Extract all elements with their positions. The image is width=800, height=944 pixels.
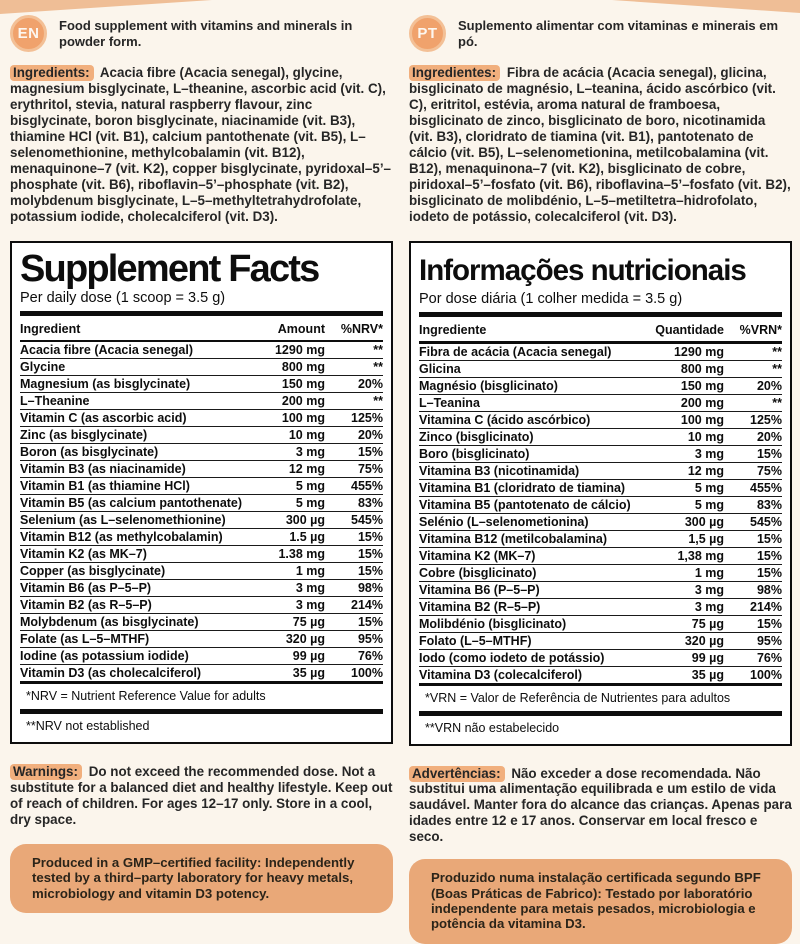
row-amount: 800 mg (281, 360, 325, 375)
row-ingredient: Zinc (as bisglycinate) (20, 428, 148, 443)
table-row (419, 530, 782, 547)
row-amount: 100 mg (281, 411, 325, 426)
row-nrv: 95% (756, 633, 782, 648)
row-amount: 320 µg (684, 633, 724, 648)
table-row (419, 615, 782, 632)
row-ingredient: Vitamina K2 (MK–7) (419, 548, 536, 563)
row-nrv: 15% (756, 616, 782, 631)
row-ingredient: Vitamin B2 (as R–5–P) (20, 598, 152, 613)
table-row (20, 375, 383, 392)
table-row (20, 647, 383, 664)
column-pt (409, 15, 792, 944)
row-ingredient: Folate (as L–5–MTHF) (20, 632, 150, 647)
row-amount: 3 mg (694, 446, 724, 461)
row-ingredient: Boron (as bisglycinate) (20, 445, 159, 460)
row-amount: 75 µg (691, 616, 724, 631)
row-amount: 800 mg (680, 361, 724, 376)
table-row (20, 342, 383, 358)
row-ingredient: Glicina (419, 361, 461, 376)
row-ingredient: L–Teanina (419, 395, 480, 410)
row-nrv: ** (373, 343, 383, 358)
column-header-nrv: %VRN* (739, 323, 782, 338)
row-amount: 5 mg (295, 496, 325, 511)
warnings-label-en: Warnings: (10, 764, 82, 780)
row-ingredient: Vitamin K2 (as MK–7) (20, 547, 147, 562)
row-amount: 10 mg (687, 429, 724, 444)
ingredients-paragraph-en (10, 65, 393, 225)
table-row (20, 460, 383, 477)
row-nrv: 15% (756, 548, 782, 563)
row-nrv: 455% (750, 480, 782, 495)
row-amount: 150 mg (281, 377, 325, 392)
row-nrv: 15% (756, 446, 782, 461)
table-row (419, 666, 782, 683)
row-amount: 300 µg (285, 513, 325, 528)
row-amount: 5 mg (295, 479, 325, 494)
row-nrv: 15% (357, 445, 383, 460)
row-amount: 1290 mg (673, 344, 724, 359)
warnings-text-en: Do not exceed the recommended dose. Not a substitute for a balanced diet and healthy lifestyle. Keep out of reach of children. For ages 12–17 only. Store in a cool, dry space. (10, 764, 393, 827)
table-row (20, 545, 383, 562)
row-nrv: 100% (351, 666, 383, 681)
row-ingredient: Fibra de acácia (Acacia senegal) (419, 344, 612, 359)
row-ingredient: Vitamin B5 (as calcium pantothenate) (20, 496, 243, 511)
supplement-facts-table-en (10, 241, 393, 745)
language-badge-pt: PT (409, 15, 446, 52)
row-nrv: 20% (357, 377, 383, 392)
nrv-not-established-en: **NRV not established (26, 719, 150, 734)
row-ingredient: Vitamin D3 (as cholecalciferol) (20, 666, 202, 681)
warnings-paragraph-pt (409, 766, 792, 846)
row-amount: 1.38 mg (278, 547, 325, 562)
row-ingredient: Vitamin C (as ascorbic acid) (20, 411, 187, 426)
supplement-facts-table-pt (409, 241, 792, 746)
facts-subtitle-en: Per daily dose (1 scoop = 3.5 g) (20, 289, 226, 306)
row-amount: 99 µg (691, 650, 724, 665)
gmp-box-pt: Produzido numa instalação certificada segundo BPF (Boas Práticas de Fabrico): Testado por laboratório independente para metais pesados, microbiologia e potência da vitamina D3. (409, 859, 792, 943)
ingredients-paragraph-pt (409, 65, 792, 225)
row-ingredient: Molybdenum (as bisglycinate) (20, 615, 199, 630)
row-ingredient: Magnesium (as bisglycinate) (20, 377, 191, 392)
table-row (419, 581, 782, 598)
facts-rows-en (20, 342, 383, 681)
row-nrv: 20% (357, 428, 383, 443)
facts-header-row-en (20, 316, 383, 340)
table-row (419, 377, 782, 394)
row-amount: 1,5 µg (688, 531, 724, 546)
row-ingredient: L–Theanine (20, 394, 90, 409)
warnings-label-pt: Advertências: (409, 766, 505, 782)
row-nrv: 83% (357, 496, 383, 511)
table-row (419, 344, 782, 360)
row-amount: 10 mg (288, 428, 325, 443)
row-amount: 100 mg (680, 412, 724, 427)
table-row (419, 462, 782, 479)
row-nrv: 15% (357, 615, 383, 630)
table-row (20, 630, 383, 647)
ingredients-label-pt: Ingredientes: (409, 65, 500, 81)
row-nrv: 75% (756, 463, 782, 478)
table-row (419, 428, 782, 445)
row-ingredient: Molibdénio (bisglicinato) (419, 616, 567, 631)
row-amount: 1 mg (694, 565, 724, 580)
row-ingredient: Zinco (bisglicinato) (419, 429, 534, 444)
row-nrv: 20% (756, 378, 782, 393)
row-nrv: 125% (351, 411, 383, 426)
row-amount: 12 mg (687, 463, 724, 478)
product-description-pt: Suplemento alimentar com vitaminas e minerais em pó. (458, 17, 779, 49)
row-ingredient: Glycine (20, 360, 66, 375)
nrv-footnote-en: *NRV = Nutrient Reference Value for adults (26, 689, 266, 704)
row-nrv: 455% (351, 479, 383, 494)
facts-subtitle-pt: Por dose diária (1 colher medida = 3.5 g) (419, 291, 683, 308)
row-nrv: 76% (756, 650, 782, 665)
row-amount: 1.5 µg (289, 530, 325, 545)
row-amount: 12 mg (288, 462, 325, 477)
row-ingredient: Vitamin B6 (as P–5–P) (20, 581, 152, 596)
nrv-footnote-pt: *VRN = Valor de Referência de Nutrientes para adultos (425, 690, 731, 705)
row-nrv: 75% (357, 462, 383, 477)
row-nrv: 214% (750, 599, 782, 614)
row-nrv: 15% (357, 547, 383, 562)
row-ingredient: Iodo (como iodeto de potássio) (419, 650, 605, 665)
column-header-nrv: %NRV* (340, 321, 383, 336)
table-row (20, 392, 383, 409)
row-ingredient: Acacia fibre (Acacia senegal) (20, 343, 193, 358)
row-ingredient: Vitamina B12 (metilcobalamina) (419, 531, 608, 546)
row-amount: 35 µg (292, 666, 325, 681)
table-row (20, 494, 383, 511)
ingredients-label-en: Ingredients: (10, 65, 94, 81)
column-header-ingredient: Ingredient (20, 321, 81, 336)
row-amount: 3 mg (694, 599, 724, 614)
row-nrv: 98% (357, 581, 383, 596)
row-amount: 3 mg (694, 582, 724, 597)
row-nrv: 20% (756, 429, 782, 444)
row-amount: 200 mg (680, 395, 724, 410)
row-nrv: 15% (357, 530, 383, 545)
row-nrv: 76% (357, 649, 383, 664)
table-row (419, 649, 782, 666)
row-nrv: ** (373, 360, 383, 375)
nrv-not-established-pt: **VRN não estabelecido (425, 720, 560, 735)
table-row (20, 528, 383, 545)
row-ingredient: Vitamina D3 (colecalciferol) (419, 667, 583, 682)
language-header-pt (409, 15, 792, 52)
table-row (419, 394, 782, 411)
warnings-paragraph-en (10, 764, 393, 830)
facts-rows-pt (419, 344, 782, 683)
row-ingredient: Vitamina C (ácido ascórbico) (419, 412, 591, 427)
row-amount: 1 mg (295, 564, 325, 579)
language-header-en (10, 15, 393, 52)
row-amount: 3 mg (295, 598, 325, 613)
table-row (419, 411, 782, 428)
row-nrv: 545% (750, 514, 782, 529)
row-nrv: 83% (756, 497, 782, 512)
table-row (20, 579, 383, 596)
row-nrv: 15% (357, 564, 383, 579)
row-nrv: 100% (750, 667, 782, 682)
row-amount: 320 µg (285, 632, 325, 647)
table-row (20, 426, 383, 443)
facts-header-row-pt (419, 317, 782, 341)
row-amount: 5 mg (694, 480, 724, 495)
table-row (20, 664, 383, 681)
facts-title-en: Supplement Facts (20, 247, 319, 290)
row-amount: 99 µg (292, 649, 325, 664)
row-amount: 3 mg (295, 581, 325, 596)
table-row (419, 632, 782, 649)
row-nrv: 214% (351, 598, 383, 613)
row-ingredient: Vitamin B12 (as methylcobalamin) (20, 530, 223, 545)
product-description-en: Food supplement with vitamins and minerals in powder form. (59, 17, 353, 49)
ingredients-text-en: Acacia fibre (Acacia senegal), glycine, magnesium bisglycinate, L–theanine, ascorbic acid (vit. C), erythritol, stevia, natural raspberry flavour, zinc bisglycinate, boron bisglycinate, niacinamide (vit. B3), thiamine HCl (vit. B1), calcium pantothenate (vit. B5), L–selenomethionine, methylcobalamin (vit. B12), menaquinone–7 (vit. K2), copper bisglycinate, pyridoxal–5’–phosphate (vit. B6), riboflavin–5’–phosphate (vit. B2), molybdenum bisglycinate, L–5–methyltetrahydrofolate, potassium iodide, cholecalciferol (vit. D3). (10, 65, 391, 224)
table-row (419, 547, 782, 564)
row-nrv: 95% (357, 632, 383, 647)
row-nrv: 125% (750, 412, 782, 427)
row-amount: 150 mg (680, 378, 724, 393)
ingredients-text-pt: Fibra de acácia (Acacia senegal), glicina, bisglicinato de magnésio, L–teanina, ácido ascórbico (vit. C), eritritol, estévia, aroma natural de framboesa, bisglicinato de zinco, bisglicinato de boro, nicotinamida (vit. B3), cloridrato de tiamina (vit. B1), pantotenato de cálcio (vit. B5), L–selenometionina, metilcobalamina (vit. B12), menaquinona–7 (vit. K2), bisglicinato de cobre, piridoxal–5’–fosfato (vit. B6), riboflavina–5’–fosfato (vit. B2), bisglicinato de molibdénio, L–5–metiltetra–hidrofolato, iodeto de potássio, colecalciferol (vit. D3). (409, 65, 791, 224)
row-nrv: 15% (756, 565, 782, 580)
table-row (419, 598, 782, 615)
row-ingredient: Vitamin B3 (as niacinamide) (20, 462, 186, 477)
table-row (20, 358, 383, 375)
row-nrv: 15% (756, 531, 782, 546)
row-amount: 75 µg (292, 615, 325, 630)
row-amount: 200 mg (281, 394, 325, 409)
row-amount: 1,38 mg (677, 548, 724, 563)
row-ingredient: Copper (as bisglycinate) (20, 564, 166, 579)
row-ingredient: Vitamina B3 (nicotinamida) (419, 463, 580, 478)
row-ingredient: Cobre (bisglicinato) (419, 565, 537, 580)
row-nrv: 98% (756, 582, 782, 597)
row-ingredient: Magnésio (bisglicinato) (419, 378, 558, 393)
row-ingredient: Iodine (as potassium iodide) (20, 649, 189, 664)
table-row (419, 496, 782, 513)
table-row (20, 596, 383, 613)
table-row (20, 511, 383, 528)
table-row (419, 513, 782, 530)
row-amount: 5 mg (694, 497, 724, 512)
row-amount: 1290 mg (274, 343, 325, 358)
column-header-ingredient: Ingrediente (419, 323, 487, 338)
row-nrv: ** (373, 394, 383, 409)
row-ingredient: Selénio (L–selenometionina) (419, 514, 589, 529)
table-row (20, 477, 383, 494)
facts-title-pt: Informações nutricionais (419, 253, 746, 287)
row-ingredient: Vitamina B2 (R–5–P) (419, 599, 541, 614)
language-badge-en: EN (10, 15, 47, 52)
row-ingredient: Vitamina B5 (pantotenato de cálcio) (419, 497, 631, 512)
column-header-amount: Quantidade (655, 323, 724, 338)
table-row (419, 479, 782, 496)
column-header-amount: Amount (277, 321, 325, 336)
table-row (419, 445, 782, 462)
table-row (419, 564, 782, 581)
row-ingredient: Vitamin B1 (as thiamine HCl) (20, 479, 190, 494)
row-nrv: ** (772, 361, 782, 376)
column-en (10, 15, 393, 944)
row-nrv: 545% (351, 513, 383, 528)
table-row (20, 562, 383, 579)
table-row (20, 613, 383, 630)
row-ingredient: Vitamina B6 (P–5–P) (419, 582, 540, 597)
gmp-box-en: Produced in a GMP–certified facility: Independently tested by a third–party laboratory for heavy metals, microbiology and vitamin D3 potency. (10, 844, 393, 913)
row-nrv: ** (772, 395, 782, 410)
row-amount: 35 µg (691, 667, 724, 682)
row-ingredient: Folato (L–5–MTHF) (419, 633, 532, 648)
table-row (20, 443, 383, 460)
row-nrv: ** (772, 344, 782, 359)
table-row (20, 409, 383, 426)
table-row (419, 360, 782, 377)
warnings-text-pt: Não exceder a dose recomendada. Não substitui uma alimentação equilibrada e um estilo de vida saudável. Manter fora do alcance das crianças. Apenas para idades entre 12 e 17 anos. Conservar em local fresco e seco. (409, 765, 792, 845)
row-amount: 300 µg (684, 514, 724, 529)
row-ingredient: Selenium (as L–selenomethionine) (20, 513, 226, 528)
row-amount: 3 mg (295, 445, 325, 460)
row-ingredient: Boro (bisglicinato) (419, 446, 530, 461)
row-ingredient: Vitamina B1 (cloridrato de tiamina) (419, 480, 626, 495)
